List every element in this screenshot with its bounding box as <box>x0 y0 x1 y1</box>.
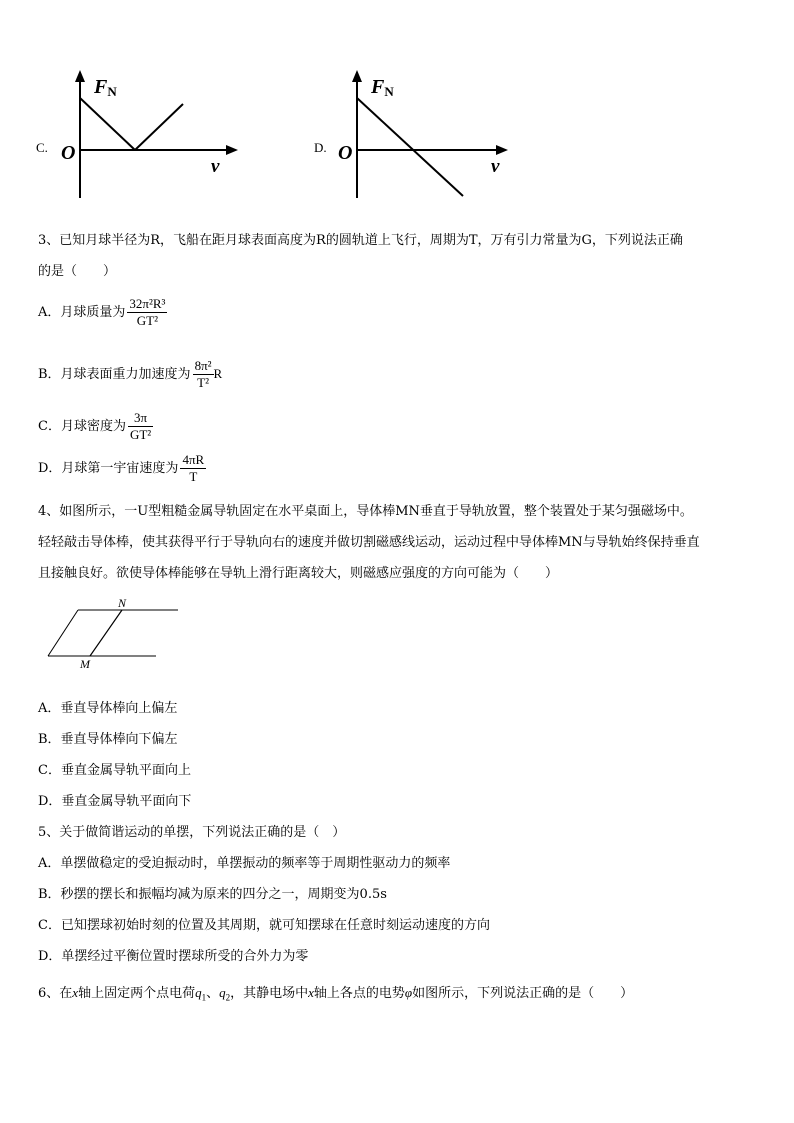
fraction-denominator: GT² <box>136 313 159 328</box>
option-text: D．月球第一宇宙速度为 <box>38 461 179 476</box>
q6-text: ，其静电场中 <box>230 986 309 1001</box>
option-text: C．月球密度为 <box>38 419 126 434</box>
graph-c-axes <box>0 60 260 200</box>
rail-lines <box>40 596 190 676</box>
var-phi: φ <box>404 985 413 1000</box>
fraction <box>193 358 214 391</box>
fraction <box>128 410 153 443</box>
q4-option-d: D．垂直金属导轨平面向下 <box>38 794 192 809</box>
q6-text: 6、在 <box>38 986 73 1001</box>
q6-text: 轴上各点的电势 <box>313 986 405 1001</box>
fraction-numerator: 3π <box>128 410 153 427</box>
graph-option-label: C. <box>36 140 48 155</box>
fraction-denominator: T² <box>197 375 209 390</box>
v-axis-label: v <box>211 156 220 177</box>
fn-axis-label: $F_N$ <box>94 76 117 99</box>
q3-option-c <box>38 410 153 443</box>
var-q2: q <box>219 985 226 1000</box>
v-axis-label: v <box>491 156 500 177</box>
label-n: N <box>118 596 127 610</box>
q5-option-b: B．秒摆的摆长和振幅均减为原来的四分之一，周期变为0.5s <box>38 887 387 902</box>
var-q1-sub: 1 <box>201 992 207 1003</box>
var-q2-sub: 2 <box>225 992 231 1003</box>
q3-stem-line2: 的是（ ） <box>38 264 117 279</box>
q5-option-d: D．单摆经过平衡位置时摆球所受的合外力为零 <box>38 949 309 964</box>
option-suffix: R <box>213 366 223 381</box>
q4-stem-line3: 且接触良好。欲使导体棒能够在导轨上滑行距离较大，则磁感应强度的方向可能为（ ） <box>38 566 559 581</box>
q5-option-a: A．单摆做稳定的受迫振动时，单摆振动的频率等于周期性驱动力的频率 <box>38 856 451 871</box>
origin-label: O <box>61 142 76 164</box>
q3-option-d <box>38 452 206 485</box>
fraction-denominator: T <box>189 469 198 484</box>
q6-stem <box>38 982 633 1003</box>
fn-axis-label: $F_N$ <box>371 76 394 99</box>
q4-option-a: A．垂直导体棒向上偏左 <box>38 701 178 716</box>
label-m: M <box>80 657 90 671</box>
q5-stem: 5、关于做简谐运动的单摆，下列说法正确的是（ ） <box>38 825 346 840</box>
q3-stem-line1: 3、已知月球半径为R，飞船在距月球表面高度为R的圆轨道上飞行，周期为T，万有引力常量为G，下列说法正确 <box>38 233 683 248</box>
fraction-denominator: GT² <box>129 427 152 442</box>
q4-stem-line1: 4、如图所示，一U型粗糙金属导轨固定在水平桌面上，导体棒MN垂直于导轨放置，整个装置处于某匀强磁场中。 <box>38 504 693 519</box>
q6-text: 、 <box>206 986 220 1001</box>
graph-option-label: D. <box>314 140 327 155</box>
q6-text: 如图所示，下列说法正确的是（ ） <box>412 986 634 1001</box>
fraction-numerator: 32π²R³ <box>129 296 166 311</box>
q3-option-a <box>38 296 167 329</box>
q4-option-c: C．垂直金属导轨平面向上 <box>38 763 191 778</box>
graph-option-d <box>290 60 550 200</box>
origin-label: O <box>338 142 353 164</box>
var-x: x <box>72 985 79 1000</box>
q6-text: 轴上固定两个点电荷 <box>78 986 196 1001</box>
graph-option-c <box>0 60 260 200</box>
option-text: B．月球表面重力加速度为 <box>38 367 191 382</box>
q4-stem-line2: 轻轻敲击导体棒，使其获得平行于导轨向右的速度并做切割磁感线运动，运动过程中导体棒MN与导轨始终保持垂直 <box>38 535 700 550</box>
var-x: x <box>308 985 314 1000</box>
fraction <box>180 452 206 485</box>
option-text: A．月球质量为 <box>38 305 126 320</box>
q3-option-b <box>38 358 222 391</box>
fraction <box>127 296 167 329</box>
graph-d-axes <box>290 60 550 200</box>
fraction-numerator: 4πR <box>182 452 205 467</box>
fraction-numerator: 8π² <box>194 358 212 373</box>
var-q1: q <box>195 985 202 1000</box>
q4-option-b: B．垂直导体棒向下偏左 <box>38 732 178 747</box>
rail-diagram <box>40 596 190 676</box>
q5-option-c: C．已知摆球初始时刻的位置及其周期，就可知摆球在任意时刻运动速度的方向 <box>38 918 490 933</box>
